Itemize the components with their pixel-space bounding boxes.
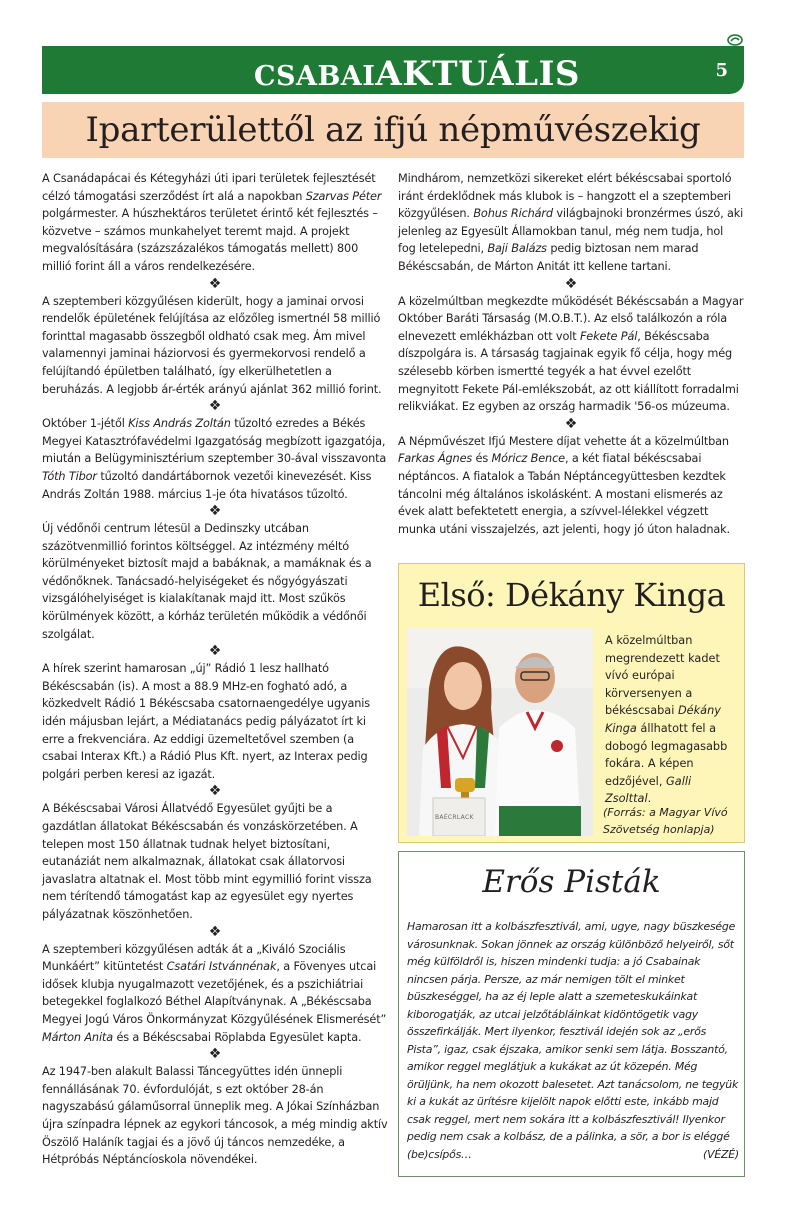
text-run: A Csanádapácai és Kétegyházi úti ipari területek fejlesztését célzó támogatási szerződést írt alá a napokban — [42, 172, 376, 203]
news-item — [42, 800, 388, 923]
italic-name: Dékány Kinga — [605, 704, 721, 735]
text-run: állhatott fel a dobogó legmagasabb fokára. A képen edzőjével, — [605, 721, 728, 788]
kinga-box-text — [605, 632, 739, 808]
diamond-separator-icon: ❖ — [564, 275, 578, 292]
text-run: A Népművészet Ifjú Mestere díjat vehette át a közelmúltban — [398, 434, 729, 448]
news-item — [42, 293, 388, 399]
diamond-separator-icon: ❖ — [208, 398, 222, 415]
eros-box-title: Erős Pisták — [482, 864, 661, 900]
swirl-logo-icon — [727, 34, 743, 46]
kinga-box-title: Első: Dékány Kinga — [417, 576, 726, 614]
italic-name: Baji Balázs — [487, 242, 547, 256]
article-title-bar — [42, 102, 744, 158]
news-item — [42, 941, 388, 1047]
kinga-news-box — [398, 563, 745, 843]
news-item — [398, 170, 744, 276]
left-column — [42, 170, 388, 1169]
text-run: A hírek szerint hamarosan „új” Rádió 1 lesz hallható Békéscsabán (is). A most a 88.9 MHz-en fogható adó, a közkedvelt Rádió 1 Békéscsaba csatornaengedélye ugyanis idén májusban lejárt, a Médiatanács pedig pályázatot írt ki erre a frekvenciára. Az eddigi üzemeltetővel szemben (a csabai Interax Kft.) a Rádió Plus Kft. nyert, az Interax pedig polgári perben keresi az igazát. — [42, 662, 371, 781]
eros-pistak-box — [398, 851, 745, 1177]
italic-name: Kiss András Zoltán — [128, 417, 231, 431]
italic-name: Márton Anita — [42, 1030, 113, 1044]
text-run: , Békéscsaba díszpolgára is. A társaság tagjainak egyik fő célja, hogy még szélesebb körben ismertté tegyék a hat évvel ezelőtt megnyitott Fekete Pál-emlékszobát, az ott kiállított forradalmi relikviákat. Ez egyben az ország harmadik '56-os múzeuma. — [398, 329, 739, 414]
news-item — [42, 1063, 388, 1169]
italic-name: Fekete Pál — [579, 329, 638, 343]
text-run: , a két fiatal békéscsabai néptáncos. A fiatalok a Tabán Néptáncegyüttesben kezdtek táncolni még általános iskolásként. A mostani elismerés az évek alatt befektetett energia, a szívvel-lélekkel végzett munka utáni visszajelzés, azt jelenti, hogy jó úton haladnak. — [398, 452, 730, 536]
diamond-separator-icon: ❖ — [564, 415, 578, 432]
kinga-box-source: (Forrás: a Magyar Vívó Szövetség honlapja) — [603, 806, 728, 836]
eros-box-body: Hamarosan itt a kolbászfesztivál, ami, ugye, nagy büszkesége városunknak. Sokan jönnek az ország különböző helyeiről, sőt még külföldről is, hiszen mindenki tudja: a jó Csabainak nincsen párja. Persze, az már nemigen tölt el minket büszkeséggel, ha az éj leple alatt a szemeteskukáinkat kiborogatják, az utcai jelzőtábláinkat kidöntögetik vagy összefirkálják. Mert ilyenkor, fesztivál idején sok az „erős Pista”, igaz, csak éjszaka, amikor senki sem látja. Bosszantó, amikor reggel meglátjuk a kukákat az út közepén. Még örüljünk, ha nem okozott balesetet. Azt tanácsolom, ne tegyük ki a kukát az ürítésre kijelölt napok előtti este, inkább majd csak reggel, mert nem sokára itt a kolbászfesztivál! Ilyenkor pedig nem csak a kolbász, de a pálinka, a sör, a bor is eléggé (be)csípős… — [407, 920, 739, 1161]
text-run: és a Békéscsabai Röplabda Egyesület kapta. — [113, 1030, 362, 1044]
text-run: A szeptemberi közgyűlésen adták át a „Kiváló Szociális Munkáért” kitüntetést — [42, 942, 346, 974]
italic-name: Farkas Ágnes — [398, 452, 473, 466]
fencer-and-coach-photo-icon — [407, 628, 593, 836]
italic-name: Csatári Istvánnénak — [166, 960, 277, 974]
news-item — [42, 660, 388, 783]
diamond-separator-icon: ❖ — [208, 1046, 222, 1063]
news-item — [42, 520, 388, 643]
text-run: Az 1947-ben alakult Balassi Táncegyüttes idén ünnepli fennállásának 70. évfordulóját, s ezt október 28-án nagyszabású gálaműsorral ünneplik meg. A Jókai Színházban újra színpadra lépnek az egykori táncosok, a még mindig aktív Öszölő Haláník tagjai és a jövő új táncos nemzedéke, a Hétpróbás Néptáncíoskola növendékei. — [42, 1065, 388, 1167]
news-item — [398, 433, 744, 539]
header-band — [42, 48, 744, 94]
italic-name: Tóth Tibor — [42, 469, 97, 483]
text-run: A közelmúltban megkezdte működését Békéscsabán a Magyar Október Baráti Társaság (M.O.B.T.). Az első találkozón a róla elnevezett emlékházban ott volt — [398, 294, 744, 343]
diamond-separator-icon: ❖ — [208, 923, 222, 940]
text-run: . — [647, 792, 652, 806]
eros-box-signature: (VÉZÉ) — [703, 1147, 739, 1161]
italic-name: Galli Zsolttal — [605, 774, 692, 806]
masthead-brand — [252, 54, 582, 94]
kinga-photo — [407, 628, 593, 836]
right-column — [398, 170, 744, 538]
text-run: és — [472, 452, 492, 466]
article-title: Iparterülettől az ifjú népművészekig — [85, 110, 701, 150]
text-run: Mindhárom, nemzetközi sikereket elért békéscsabai sportoló iránt érdeklődnek más klubok is – hangzott el a szeptemberi közgyűlésen. — [398, 172, 732, 221]
text-run: A szeptemberi közgyűlésen kiderült, hogy a jaminai orvosi rendelők épületének felújítása az előzőleg ismertnél 58 millió forinttal magasabb összegből oldható csak meg. Ám mivel valamennyi jaminai háziorvosi és gyermekorvosi rendelő a felújítandó épületben található, így elkerülhetetlen a beruházás. A legjobb ár-érték arányú ajánlat 362 millió forint. — [42, 294, 382, 396]
text-run: tűzoltó dandártábornok vezetői kinevezését. Kiss András Zoltán 1988. március 1-je óta hivatásos tűzoltó. — [42, 469, 372, 501]
text-run: világbajnoki bronzérmes úszó, aki jelenleg az Egyesült Államokban tanul, még nem tudja, hol fog letelepedni, — [398, 207, 744, 256]
diamond-separator-icon: ❖ — [208, 643, 222, 660]
text-run: Új védőnői centrum létesül a Dedinszky utcában százötvenmillió forintos költséggel. Az intézmény méltó körülményeket biztosít majd a babáknak, a mamáknak és a védőnőknek. Tanácsadó-helyiségeket és nőgyógyászati vizsgálóhelyiséget is kialakítanak majd itt. Most szűkös körülmények között, a kórház területén működik a védőnői szolgálat. — [42, 522, 372, 641]
italic-name: Bohus Richárd — [473, 207, 553, 221]
diamond-separator-icon: ❖ — [208, 783, 222, 800]
diamond-separator-icon: ❖ — [208, 275, 222, 292]
page-number: 5 — [715, 60, 728, 81]
brand-big: AKTUÁLIS — [375, 54, 580, 94]
text-run: pedig biztosan nem marad Békéscsabán, de Márton Anitát itt kellene tartani. — [398, 242, 699, 273]
brand-small: CSABAI — [254, 61, 376, 92]
text-run: , a Fövenyes utcai idősek klubja nyugalmazott vezetőjének, és a pszichiátriai betegekkel foglalkozó Béthel Alapítványnak. A „Békéscsaba Megyei Jogú Város Önkormányzat Közgyűlésének Elismerését” — [42, 960, 387, 1026]
text-run: polgármester. A húszhektáros területet érintő két fejlesztés – közvetve – számos munkahelyet teremt majd. A projekt megvalósítására (százszázalékos támogatás mellett) 800 millió forint áll a város rendelkezésére. — [42, 207, 378, 273]
text-run: tűzoltó ezredes a Békés Megyei Katasztrófavédelmi Igazgatóság megbízott igazgatója, miután a Belügyminisztérium szeptember 30-ával visszavonta — [42, 417, 387, 466]
diamond-separator-icon: ❖ — [208, 503, 222, 520]
text-run: A közelmúltban megrendezett kadet vívó európai körversenyen a békéscsabai — [605, 634, 720, 718]
news-item — [398, 293, 744, 416]
text-run: A Békéscsabai Városi Állatvédő Egyesület gyűjti be a gazdátlan állatokat Békéscsabán és vonzáskörzetében. A telepen most 150 állatnak tudnak helyet biztosítani, eutanáziát nem alkalmaznak, állatokat csak állatorvosi javaslatra altatnak el. Most több mint egymillió forint vissza nem térítendő támogatást kap az egyesület egy nyertes pályázatnak köszönhetően. — [42, 802, 372, 921]
news-item — [42, 170, 388, 276]
bag-label: BAÉCRLACK — [435, 814, 474, 821]
text-run: Október 1-jétől — [42, 417, 129, 431]
italic-name: Szarvas Péter — [305, 189, 382, 203]
italic-name: Móricz Bence — [491, 452, 565, 466]
news-item — [42, 415, 388, 503]
eros-box-text — [407, 918, 739, 1163]
